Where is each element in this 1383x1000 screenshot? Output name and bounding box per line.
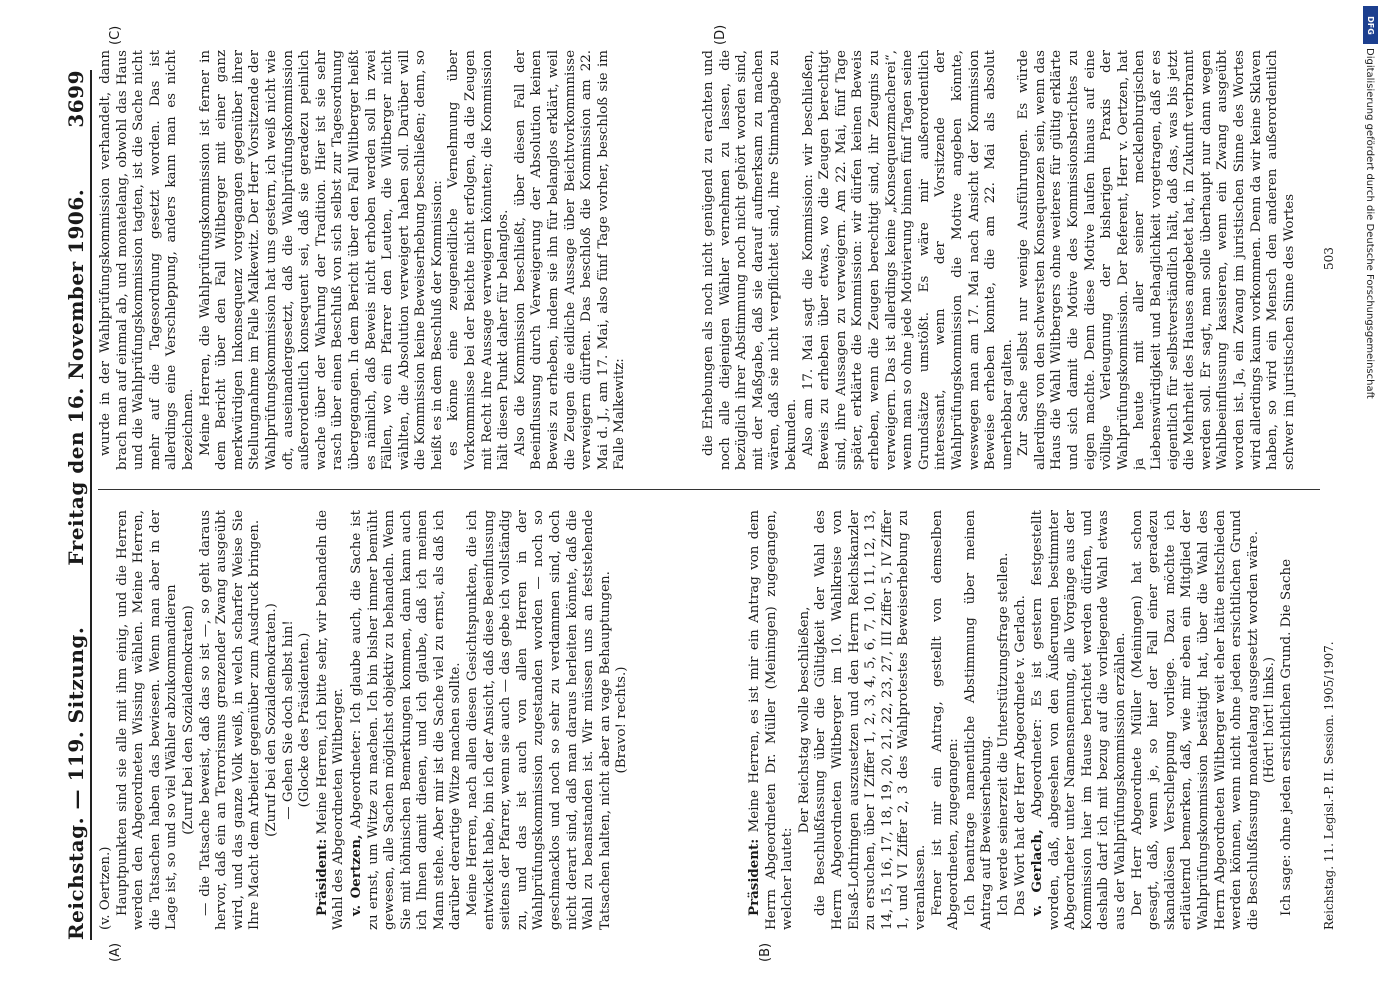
margin-letter-d: (D) [713,24,728,45]
page-header [58,70,88,940]
left-column-lower [746,510,1306,930]
margin-letter-b: (B) [758,942,773,962]
digitization-credit: Digitalisierung gefördert durch die Deutsche Forschungsgemeinschaft [1364,48,1375,399]
right-column-lower [701,50,1311,470]
left-upper-paragraph: (Bravo! rechts.) [614,666,630,774]
left-lower-paragraph: (Hört! hört! links.) [1262,656,1278,784]
header-session: Reichstag. — 119. Sitzung. [64,626,88,940]
left-upper-paragraph: Präsident: Meine Herren, ich bitte sehr, wir behandeln die Wahl des Abgeordneten Wiltberger. [313,510,347,930]
left-upper-paragraph: (Glocke des Präsidenten.) [297,632,313,808]
right-lower-paragraph: Zur Sache selbst nur wenige Ausführungen. Es würde allerdings von den schwersten Konsequenzen sein, wenn das Haus die Wahl Wiltbergers ohne weiteres für gültig erklärte und sich damit die Motive des Kommissionsberichtes zu eigen machte. Denn diese Motive laufen hinaus auf eine völlige Verleugnung der bisherigen Praxis der Wahlprüfungskommission. Der Referent, Herr v. Oertzen, hat ja heute mit aller seiner mecklenburgischen Liebenswürdigkeit und Behaglichkeit vorgetragen, daß er es eigentlich für selbstverständlich hält, daß das, was bis jetzt die Mehrheit des Hauses angebetet hat, in Zukunft verbrannt werden soll. Er sagt, man solle überhaupt nur dann wegen Wahlbeeinflussung kassieren, wenn ein Zwang ausgeübt worden ist. Ja, ein Zwang im juristischen Sinne des Wortes wird allerdings kaum vorkommen. Denn da wir keine Sklaven haben, so wird ein Mensch den anderen außerordentlich schwer im juristischen Sinne des Wortes [1016,50,1297,470]
right-upper-paragraph: es könne eine zeugeneidliche Vernehmung über Vorkommnisse bei der Beichte nicht erfolgen, da die Zeugen mit Recht ihre Aussage verweigern könnten; die Kommission hält diesen Punkt daher für belanglos. [446,50,512,470]
header-rule [90,70,92,940]
left-lower-paragraph: die Beschlußfassung über die Gültigkeit der Wahl des Herrn Abgeordneten Wiltberger im 10. Wahlkreise von Elsaß-Lothringen auszusetzen und den Herrn Reichskanzler zu ersuchen, über I Ziffer 1, 2, 3, 4, 5, 6, 7, 10, 11, 12, 13, 14, 15, 16, 17, 18, 19, 20, 21, 22, 23, 27, III Ziffer 5, IV Ziffer 1, und VI Ziffer 2, 3 des Wahlprotestes Beweiserhebung zu veranlassen. [813,510,928,930]
right-column-upper [98,50,693,470]
footer-legislative-period: Reichstag. 11. Legisl.-P. II. Session. 1905/1907. [1322,641,1336,930]
left-upper-paragraph: Hauptpunkten sind sie alle mit ihm einig, und die Herren werden den Abgeordneten Wissing wählen. Meine Herren, die Tatsachen haben das bewiesen. Wenn man aber in der Lage ist, so und so viel Wähler abzukommandieren [114,510,180,930]
right-upper-paragraph: Meine Herren, die Wahlprüfungskommission ist ferner in dem Bericht über den Fall Wiltberger mit einer ganz merkwürdigen Inkonsequenz vorgegangen gegenüber ihrer Stellungnahme im Falle Malkewitz. Der Herr Vorsitzende der Wahlprüfungskommission hat uns gestern, ich weiß nicht wie oft, auseinandergesetzt, daß die Wahlprüfungskommission außerordentlich konsequent sei, daß sie geradezu peinlich wache über der Wahrung der Tradition. Hier ist sie sehr rasch über einen Beschluß von sich selbst zur Tagesordnung übergegangen. In dem Bericht über den Fall Wiltberger heißt es nämlich, daß Beweis nicht erhoben werden soll in zwei Fällen, wo ein Pfarrer den Leuten, die Wiltberger nicht wählten, die Absolution verweigert haben soll. Darüber will die Kommission keine Beweiserhebung beschließen; denn, so heißt es in dem Beschluß der Kommission: [197,50,445,470]
speaker-name: Präsident: [313,838,330,916]
left-lower-paragraph: Ich werde seinerzeit die Unterstützungsfrage stellen. [995,552,1011,916]
speaker-name: v. Oertzen, [347,834,364,916]
margin-letter-c: (C) [108,25,123,45]
left-lower-paragraph: Ferner ist mir ein Antrag, gestellt von demselben Abgeordneten, zugegangen: [929,510,962,930]
header-page-number: 3699 [64,70,88,128]
left-upper-paragraph: v. Oertzen, Abgeordneter: Ich glaube auch, die Sache ist zu ernst, um Witze zu machen. Ich bin bisher immer bemüht gewesen, alle Sachen möglichst objektiv zu behandeln. Wenn Sie mit höhnischen Bemerkungen kommen, dann kann auch ich Ihnen damit dienen, und ich glaube, daß ich meinen Mann stehe. Aber mir ist die Sache viel zu ernst, als daß ich darüber derartige Witze machen sollte. [347,510,464,930]
right-upper-paragraph: Also die Kommission beschließt, über diesen Fall der Beeinflussung durch Verweigerung der Absolution keinen Beweis zu erheben, indem sie ihn für belanglos erklärt, weil die Zeugen die eidliche Aussage über Beichtvorkommnisse verweigern dürften. Das beschloß die Kommission am 22. Mai d. J., am 17. Mai, also fünf Tage vorher, beschloß sie im Falle Malkewitz: [512,50,628,470]
right-upper-paragraph: wurde in der Wahlprüfungskommission verhandelt, dann brach man auf einmal ab, und monatelang, obwohl das Haus und die Wahlprüfungskommission tagten, ist die Sache nicht mehr auf die Tagesordnung gesetzt worden. Das ist allerdings eine Verschleppung, anders kann man es nicht bezeichnen. [98,50,196,470]
left-lower-paragraph: Das Wort hat der Herr Abgeordnete v. Gerlach. [1012,595,1028,916]
footer-sheet-number: 503 [1322,247,1336,270]
margin-letter-a: (A) [108,942,123,962]
right-lower-paragraph: die Erhebungen als noch nicht genügend zu erachten und noch alle diejenigen Wähler vernehmen zu lassen, die bezüglich ihrer Abstimmung noch nicht gehört worden sind, mit der Maßgabe, daß sie darauf aufmerksam zu machen wären, daß sie nicht verpflichtet sind, ihre Stimmabgabe zu bekunden. [701,50,799,470]
speaker-name: Präsident: [746,838,762,916]
header-date: Freitag den 16. November 1906. [64,188,88,566]
column-divider [98,489,1320,490]
left-column-upper [98,510,738,930]
left-upper-paragraph: (Zuruf bei den Sozialdemokraten.) [263,603,279,837]
dfg-logo: DFG [1363,6,1378,44]
speaker-tag: (v. Oertzen.) [98,846,113,930]
left-lower-paragraph: Der Reichstag wolle beschließen, [796,606,812,834]
speaker-name: v. Gerlach, [1029,829,1046,916]
right-lower-paragraph: Also am 17. Mai sagt die Kommission: wir beschließen, Beweis zu erheben über etwas, wo die Zeugen berechtigt sind, ihre Aussagen zu verweigern. Am 22. Mai, fünf Tage später, erklärte die Kommission: wir dürfen keinen Beweis erheben, wenn die Zeugen berechtigt sind, ihr Zeugnis zu verweigern. Das ist allerdings keine „Konsequenzmacherei“, wenn man so ohne jede Motivierung binnen fünf Tagen seine Grundsätze umstößt. Es wäre mir außerordentlich interessant, wenn der Vorsitzende der Wahlprüfungskommission die Motive angeben könnte, weswegen man am 17. Mai nach Ansicht der Kommission Beweise erheben konnte, die am 22. Mai als absolut unerhebbar galten. [800,50,1015,470]
left-lower-paragraph: Ich sage: ohne jeden ersichtlichen Grund. Die Sache [1279,558,1294,916]
left-lower-paragraph: Präsident: Meine Herren, es ist mir ein Antrag von dem Herrn Abgeordneten Dr. Müller (Meiningen) zugegangen, welcher lautet: [746,510,796,930]
left-lower-paragraph: Ich beantrage namentliche Abstimmung über meinen Antrag auf Beweiserhebung. [962,510,995,930]
left-upper-paragraph: (Zuruf bei den Sozialdemokraten) [180,605,196,835]
left-lower-paragraph: v. Gerlach, Abgeordneter: Es ist gestern festgestellt worden, daß, abgesehen von den Äußerungen bestimmter Abgeordneter unter Namensnennung, alle Vorgänge aus der Kommission hier im Hause berichtet werden dürfen, und deshalb darf ich mit bezug auf die vorliegende Wahl etwas aus der Wahlprüfungskommission erzählen. [1029,510,1129,930]
left-upper-paragraph: Meine Herren, nach allen diesen Gesichtspunkten, die ich entwickelt habe, bin ich der Ansicht, daß diese Beeinflussung seitens der Pfarrer, wenn sie auch — das gebe ich vollständig zu, und das ist auch von allen Herren in der Wahlprüfungskommission zugestanden worden — noch so geschmacklos und noch so sehr zu verdammen sind, doch nicht derart sind, daß man daraus herleiten könnte, daß die Wahl zu beanstanden ist. Wir müssen uns an feststehende Tatsachen halten, nicht aber an vage Behauptungen. [465,510,613,930]
left-lower-paragraph: Der Herr Abgeordnete Müller (Meiningen) hat schon gesagt, daß, wenn je, so hier der Fall einer geradezu skandalösen Verschleppung vorliege. Dazu möchte ich erläuternd bemerken, daß, wie mir eben ein Mitglied der Wahlprüfungskommission bestätigt hat, über die Wahl des Herrn Abgeordneten Wiltberger weit eher hätte entschieden werden können, wenn nicht ohne jeden ersichtlichen Grund die Beschlußfassung monatelang ausgesetzt worden wäre. [1129,510,1261,930]
left-upper-paragraph: — Gehen Sie doch selbst hin! [280,620,296,820]
left-upper-paragraph: — die Tatsache beweist, daß das so ist —, so geht daraus hervor, daß ein an Terrorismus grenzender Zwang ausgeübt wird, und das ganze Volk weiß, in welch scharfer Weise Sie Ihre Macht dem Arbeiter gegenüber zum Ausdruck bringen. [197,510,263,930]
